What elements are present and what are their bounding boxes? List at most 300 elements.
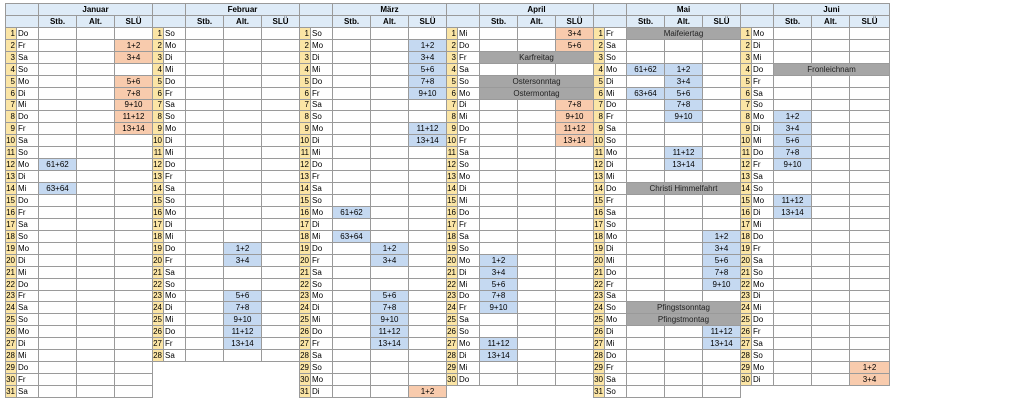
schedule-cell-slu[interactable]: [850, 290, 890, 302]
schedule-cell-alt[interactable]: 5+6: [224, 290, 262, 302]
schedule-cell-slu[interactable]: [850, 75, 890, 87]
schedule-cell-stb[interactable]: 1+2: [774, 111, 812, 123]
schedule-cell-stb[interactable]: 13+14: [774, 206, 812, 218]
schedule-cell-alt[interactable]: [77, 290, 115, 302]
schedule-cell-alt[interactable]: [812, 51, 850, 63]
schedule-cell-stb[interactable]: [627, 75, 665, 87]
schedule-cell-slu[interactable]: [850, 326, 890, 338]
schedule-cell-alt[interactable]: [224, 39, 262, 51]
schedule-cell-stb[interactable]: [39, 302, 77, 314]
schedule-cell-slu[interactable]: [703, 195, 741, 207]
schedule-cell-alt[interactable]: [518, 230, 556, 242]
schedule-cell-slu[interactable]: [703, 75, 741, 87]
schedule-cell-stb[interactable]: [480, 171, 518, 183]
schedule-cell-stb[interactable]: [186, 135, 224, 147]
schedule-cell-slu[interactable]: [556, 218, 594, 230]
schedule-cell-slu[interactable]: [409, 278, 447, 290]
schedule-cell-alt[interactable]: [518, 195, 556, 207]
schedule-cell-slu[interactable]: [262, 195, 300, 207]
schedule-cell-slu[interactable]: [262, 242, 300, 254]
schedule-cell-slu[interactable]: [262, 183, 300, 195]
schedule-cell-slu[interactable]: 7+8: [115, 87, 153, 99]
schedule-cell-alt[interactable]: [518, 27, 556, 39]
schedule-cell-stb[interactable]: [627, 135, 665, 147]
schedule-cell-alt[interactable]: [518, 338, 556, 350]
schedule-cell-alt[interactable]: 1+2: [371, 242, 409, 254]
schedule-cell-slu[interactable]: 5+6: [556, 39, 594, 51]
schedule-cell-slu[interactable]: [850, 135, 890, 147]
schedule-cell-slu[interactable]: 9+10: [556, 111, 594, 123]
schedule-cell-stb[interactable]: [186, 338, 224, 350]
schedule-cell-alt[interactable]: [371, 230, 409, 242]
schedule-cell-stb[interactable]: [627, 254, 665, 266]
schedule-cell-alt[interactable]: [518, 63, 556, 75]
schedule-cell-slu[interactable]: [262, 171, 300, 183]
schedule-cell-alt[interactable]: [665, 374, 703, 386]
schedule-cell-stb[interactable]: [186, 111, 224, 123]
schedule-cell-slu[interactable]: [115, 314, 153, 326]
schedule-cell-alt[interactable]: [224, 218, 262, 230]
schedule-cell-slu[interactable]: [850, 230, 890, 242]
schedule-cell-slu[interactable]: 11+12: [409, 123, 447, 135]
schedule-cell-alt[interactable]: [518, 123, 556, 135]
schedule-cell-stb[interactable]: [39, 147, 77, 159]
schedule-cell-stb[interactable]: [333, 27, 371, 39]
schedule-cell-stb[interactable]: [480, 362, 518, 374]
schedule-cell-alt[interactable]: [812, 302, 850, 314]
schedule-cell-alt[interactable]: [371, 39, 409, 51]
schedule-cell-stb[interactable]: [480, 123, 518, 135]
schedule-cell-slu[interactable]: [115, 242, 153, 254]
schedule-cell-stb[interactable]: [186, 350, 224, 362]
schedule-cell-slu[interactable]: [703, 51, 741, 63]
schedule-cell-alt[interactable]: [224, 111, 262, 123]
schedule-cell-slu[interactable]: [850, 171, 890, 183]
schedule-cell-stb[interactable]: 1+2: [480, 254, 518, 266]
schedule-cell-alt[interactable]: [77, 51, 115, 63]
schedule-cell-stb[interactable]: [627, 39, 665, 51]
schedule-cell-slu[interactable]: [115, 159, 153, 171]
schedule-cell-alt[interactable]: [77, 171, 115, 183]
schedule-cell-alt[interactable]: [812, 362, 850, 374]
schedule-cell-stb[interactable]: [39, 171, 77, 183]
schedule-cell-alt[interactable]: [371, 386, 409, 398]
schedule-cell-alt[interactable]: [518, 302, 556, 314]
schedule-cell-alt[interactable]: [371, 278, 409, 290]
schedule-cell-alt[interactable]: [371, 63, 409, 75]
schedule-cell-stb[interactable]: [774, 75, 812, 87]
schedule-cell-stb[interactable]: [333, 183, 371, 195]
schedule-cell-slu[interactable]: [262, 290, 300, 302]
schedule-cell-slu[interactable]: [115, 230, 153, 242]
schedule-cell-alt[interactable]: [371, 350, 409, 362]
schedule-cell-slu[interactable]: [850, 314, 890, 326]
schedule-cell-slu[interactable]: 11+12: [556, 123, 594, 135]
schedule-cell-slu[interactable]: [556, 338, 594, 350]
schedule-cell-slu[interactable]: [262, 254, 300, 266]
schedule-cell-alt[interactable]: [77, 123, 115, 135]
schedule-cell-slu[interactable]: [262, 338, 300, 350]
schedule-cell-alt[interactable]: [224, 63, 262, 75]
schedule-cell-slu[interactable]: [262, 111, 300, 123]
schedule-cell-stb[interactable]: [39, 39, 77, 51]
schedule-cell-slu[interactable]: [850, 147, 890, 159]
schedule-cell-stb[interactable]: [480, 183, 518, 195]
schedule-cell-alt[interactable]: [77, 278, 115, 290]
schedule-cell-slu[interactable]: 13+14: [703, 338, 741, 350]
schedule-cell-slu[interactable]: [850, 266, 890, 278]
schedule-cell-slu[interactable]: [850, 39, 890, 51]
schedule-cell-slu[interactable]: [703, 123, 741, 135]
schedule-cell-stb[interactable]: [627, 374, 665, 386]
schedule-cell-stb[interactable]: 3+4: [480, 266, 518, 278]
schedule-cell-slu[interactable]: [115, 386, 153, 398]
schedule-cell-alt[interactable]: [77, 27, 115, 39]
schedule-cell-stb[interactable]: [774, 171, 812, 183]
schedule-cell-slu[interactable]: [850, 195, 890, 207]
schedule-cell-slu[interactable]: [556, 302, 594, 314]
schedule-cell-stb[interactable]: [774, 87, 812, 99]
schedule-cell-stb[interactable]: [39, 99, 77, 111]
schedule-cell-alt[interactable]: [518, 314, 556, 326]
schedule-cell-alt[interactable]: [665, 39, 703, 51]
schedule-cell-stb[interactable]: [774, 314, 812, 326]
schedule-cell-slu[interactable]: [850, 87, 890, 99]
schedule-cell-alt[interactable]: [812, 206, 850, 218]
schedule-cell-alt[interactable]: [518, 254, 556, 266]
schedule-cell-alt[interactable]: [812, 171, 850, 183]
schedule-cell-alt[interactable]: [518, 362, 556, 374]
schedule-cell-alt[interactable]: [518, 278, 556, 290]
schedule-cell-slu[interactable]: [850, 111, 890, 123]
schedule-cell-slu[interactable]: [703, 386, 741, 398]
schedule-cell-alt[interactable]: [812, 27, 850, 39]
schedule-cell-slu[interactable]: [115, 302, 153, 314]
schedule-cell-alt[interactable]: [77, 206, 115, 218]
schedule-cell-alt[interactable]: [77, 230, 115, 242]
schedule-cell-slu[interactable]: [556, 206, 594, 218]
schedule-cell-alt[interactable]: [812, 39, 850, 51]
schedule-cell-stb[interactable]: [333, 171, 371, 183]
schedule-cell-alt[interactable]: 5+6: [371, 290, 409, 302]
schedule-cell-alt[interactable]: [665, 51, 703, 63]
schedule-cell-stb[interactable]: [333, 254, 371, 266]
schedule-cell-stb[interactable]: [186, 99, 224, 111]
schedule-cell-alt[interactable]: [812, 159, 850, 171]
schedule-cell-alt[interactable]: 9+10: [224, 314, 262, 326]
schedule-cell-stb[interactable]: [774, 326, 812, 338]
schedule-cell-slu[interactable]: [409, 254, 447, 266]
schedule-cell-slu[interactable]: 3+4: [409, 51, 447, 63]
schedule-cell-alt[interactable]: [77, 338, 115, 350]
schedule-cell-alt[interactable]: [665, 254, 703, 266]
schedule-cell-stb[interactable]: [333, 159, 371, 171]
schedule-cell-alt[interactable]: [812, 230, 850, 242]
schedule-cell-stb[interactable]: [774, 51, 812, 63]
schedule-cell-stb[interactable]: [186, 278, 224, 290]
schedule-cell-stb[interactable]: [39, 290, 77, 302]
schedule-cell-alt[interactable]: [371, 206, 409, 218]
schedule-cell-stb[interactable]: [39, 135, 77, 147]
schedule-cell-stb[interactable]: [186, 242, 224, 254]
schedule-cell-stb[interactable]: [186, 87, 224, 99]
schedule-cell-stb[interactable]: 63+64: [333, 230, 371, 242]
schedule-cell-alt[interactable]: 1+2: [665, 63, 703, 75]
schedule-cell-alt[interactable]: [371, 27, 409, 39]
schedule-cell-slu[interactable]: 13+14: [115, 123, 153, 135]
schedule-cell-slu[interactable]: 1+2: [409, 386, 447, 398]
schedule-cell-alt[interactable]: [224, 195, 262, 207]
schedule-cell-stb[interactable]: [39, 230, 77, 242]
schedule-cell-alt[interactable]: [77, 75, 115, 87]
schedule-cell-stb[interactable]: [186, 314, 224, 326]
schedule-cell-slu[interactable]: [115, 338, 153, 350]
schedule-cell-slu[interactable]: [556, 254, 594, 266]
schedule-cell-slu[interactable]: [262, 123, 300, 135]
schedule-cell-alt[interactable]: [224, 159, 262, 171]
schedule-cell-alt[interactable]: [77, 111, 115, 123]
schedule-cell-slu[interactable]: 3+4: [850, 374, 890, 386]
schedule-cell-slu[interactable]: [850, 218, 890, 230]
schedule-cell-stb[interactable]: [627, 111, 665, 123]
schedule-cell-stb[interactable]: 61+62: [39, 159, 77, 171]
schedule-cell-alt[interactable]: 13+14: [665, 159, 703, 171]
schedule-cell-alt[interactable]: [665, 218, 703, 230]
schedule-cell-stb[interactable]: [39, 87, 77, 99]
schedule-cell-slu[interactable]: [556, 314, 594, 326]
schedule-cell-stb[interactable]: 5+6: [480, 278, 518, 290]
schedule-cell-alt[interactable]: [371, 195, 409, 207]
schedule-cell-slu[interactable]: [262, 99, 300, 111]
schedule-cell-slu[interactable]: [115, 362, 153, 374]
schedule-cell-slu[interactable]: [556, 326, 594, 338]
schedule-cell-stb[interactable]: [333, 123, 371, 135]
schedule-cell-stb[interactable]: 63+64: [627, 87, 665, 99]
schedule-cell-stb[interactable]: [39, 51, 77, 63]
schedule-cell-alt[interactable]: [812, 314, 850, 326]
schedule-cell-stb[interactable]: [333, 242, 371, 254]
schedule-cell-slu[interactable]: [262, 218, 300, 230]
schedule-cell-alt[interactable]: [224, 87, 262, 99]
schedule-cell-alt[interactable]: [812, 374, 850, 386]
schedule-cell-slu[interactable]: [409, 27, 447, 39]
schedule-cell-stb[interactable]: [774, 350, 812, 362]
schedule-cell-slu[interactable]: [703, 111, 741, 123]
schedule-cell-alt[interactable]: [665, 242, 703, 254]
schedule-cell-stb[interactable]: [186, 183, 224, 195]
schedule-cell-stb[interactable]: [333, 314, 371, 326]
schedule-cell-stb[interactable]: [480, 326, 518, 338]
schedule-cell-alt[interactable]: [224, 230, 262, 242]
schedule-cell-slu[interactable]: [409, 195, 447, 207]
schedule-cell-stb[interactable]: [333, 51, 371, 63]
schedule-cell-alt[interactable]: 1+2: [224, 242, 262, 254]
schedule-cell-slu[interactable]: [556, 147, 594, 159]
schedule-cell-stb[interactable]: [333, 63, 371, 75]
schedule-cell-slu[interactable]: [556, 350, 594, 362]
schedule-cell-slu[interactable]: [115, 27, 153, 39]
schedule-cell-stb[interactable]: [39, 123, 77, 135]
schedule-cell-slu[interactable]: [115, 350, 153, 362]
schedule-cell-stb[interactable]: [186, 75, 224, 87]
schedule-cell-alt[interactable]: [812, 123, 850, 135]
schedule-cell-alt[interactable]: [518, 206, 556, 218]
schedule-cell-slu[interactable]: [409, 111, 447, 123]
schedule-cell-stb[interactable]: 9+10: [774, 159, 812, 171]
schedule-cell-stb[interactable]: [39, 195, 77, 207]
schedule-cell-alt[interactable]: [812, 278, 850, 290]
schedule-cell-alt[interactable]: [518, 374, 556, 386]
schedule-cell-slu[interactable]: 7+8: [556, 99, 594, 111]
schedule-cell-slu[interactable]: [850, 338, 890, 350]
schedule-cell-alt[interactable]: [371, 266, 409, 278]
schedule-cell-stb[interactable]: [39, 218, 77, 230]
schedule-cell-stb[interactable]: [39, 206, 77, 218]
schedule-cell-alt[interactable]: [77, 374, 115, 386]
schedule-cell-stb[interactable]: 9+10: [480, 302, 518, 314]
schedule-cell-slu[interactable]: [850, 302, 890, 314]
schedule-cell-slu[interactable]: [703, 63, 741, 75]
schedule-cell-slu[interactable]: [262, 350, 300, 362]
schedule-cell-alt[interactable]: [665, 206, 703, 218]
schedule-cell-stb[interactable]: [39, 386, 77, 398]
schedule-cell-stb[interactable]: [186, 171, 224, 183]
schedule-cell-stb[interactable]: [774, 242, 812, 254]
schedule-cell-alt[interactable]: [77, 135, 115, 147]
schedule-cell-stb[interactable]: [774, 99, 812, 111]
schedule-cell-slu[interactable]: [262, 159, 300, 171]
schedule-cell-stb[interactable]: [39, 63, 77, 75]
schedule-cell-alt[interactable]: [812, 326, 850, 338]
schedule-cell-stb[interactable]: [186, 51, 224, 63]
schedule-cell-alt[interactable]: [518, 159, 556, 171]
schedule-cell-alt[interactable]: [665, 326, 703, 338]
schedule-cell-slu[interactable]: [115, 266, 153, 278]
schedule-cell-alt[interactable]: [77, 266, 115, 278]
schedule-cell-stb[interactable]: [480, 206, 518, 218]
schedule-cell-slu[interactable]: [850, 278, 890, 290]
schedule-cell-alt[interactable]: [518, 350, 556, 362]
schedule-cell-alt[interactable]: [224, 123, 262, 135]
schedule-cell-alt[interactable]: [224, 135, 262, 147]
schedule-cell-stb[interactable]: [774, 302, 812, 314]
schedule-cell-alt[interactable]: [371, 374, 409, 386]
schedule-cell-stb[interactable]: [627, 206, 665, 218]
schedule-cell-alt[interactable]: [224, 206, 262, 218]
schedule-cell-stb[interactable]: [480, 99, 518, 111]
schedule-cell-stb[interactable]: [774, 230, 812, 242]
schedule-cell-alt[interactable]: [77, 99, 115, 111]
schedule-cell-stb[interactable]: [186, 254, 224, 266]
schedule-cell-stb[interactable]: [186, 290, 224, 302]
schedule-cell-slu[interactable]: [850, 123, 890, 135]
schedule-cell-stb[interactable]: [186, 302, 224, 314]
schedule-cell-slu[interactable]: 9+10: [703, 278, 741, 290]
schedule-cell-stb[interactable]: [774, 183, 812, 195]
schedule-cell-stb[interactable]: [186, 230, 224, 242]
schedule-cell-alt[interactable]: 9+10: [665, 111, 703, 123]
schedule-cell-stb[interactable]: [333, 326, 371, 338]
schedule-cell-slu[interactable]: [850, 183, 890, 195]
schedule-cell-stb[interactable]: [186, 218, 224, 230]
schedule-cell-stb[interactable]: [774, 266, 812, 278]
schedule-cell-stb[interactable]: [774, 374, 812, 386]
schedule-cell-slu[interactable]: [850, 206, 890, 218]
schedule-cell-stb[interactable]: [333, 290, 371, 302]
schedule-cell-stb[interactable]: [39, 314, 77, 326]
schedule-cell-stb[interactable]: [627, 242, 665, 254]
schedule-cell-slu[interactable]: [262, 302, 300, 314]
schedule-cell-alt[interactable]: 5+6: [665, 87, 703, 99]
schedule-cell-stb[interactable]: [774, 290, 812, 302]
schedule-cell-stb[interactable]: [774, 278, 812, 290]
schedule-cell-alt[interactable]: [371, 51, 409, 63]
schedule-cell-alt[interactable]: [812, 242, 850, 254]
schedule-cell-stb[interactable]: [333, 386, 371, 398]
schedule-cell-slu[interactable]: [703, 362, 741, 374]
schedule-cell-alt[interactable]: [77, 362, 115, 374]
schedule-cell-slu[interactable]: [409, 290, 447, 302]
schedule-cell-slu[interactable]: [850, 159, 890, 171]
schedule-cell-slu[interactable]: [556, 183, 594, 195]
schedule-cell-stb[interactable]: 11+12: [774, 195, 812, 207]
schedule-cell-slu[interactable]: [703, 350, 741, 362]
schedule-cell-stb[interactable]: [774, 254, 812, 266]
schedule-cell-stb[interactable]: [627, 195, 665, 207]
schedule-cell-alt[interactable]: [224, 266, 262, 278]
schedule-cell-alt[interactable]: [812, 75, 850, 87]
schedule-cell-stb[interactable]: [186, 27, 224, 39]
schedule-cell-stb[interactable]: [627, 99, 665, 111]
schedule-cell-slu[interactable]: 5+6: [409, 63, 447, 75]
schedule-cell-alt[interactable]: [77, 63, 115, 75]
schedule-cell-alt[interactable]: [77, 147, 115, 159]
schedule-cell-stb[interactable]: [333, 147, 371, 159]
schedule-cell-stb[interactable]: [39, 362, 77, 374]
schedule-cell-alt[interactable]: [77, 183, 115, 195]
schedule-cell-slu[interactable]: [850, 99, 890, 111]
schedule-cell-slu[interactable]: [262, 206, 300, 218]
schedule-cell-alt[interactable]: [812, 266, 850, 278]
schedule-cell-alt[interactable]: [77, 218, 115, 230]
schedule-cell-alt[interactable]: [371, 171, 409, 183]
schedule-cell-slu[interactable]: [262, 314, 300, 326]
schedule-cell-alt[interactable]: [812, 147, 850, 159]
schedule-cell-slu[interactable]: [409, 230, 447, 242]
schedule-cell-alt[interactable]: [518, 135, 556, 147]
schedule-cell-stb[interactable]: 11+12: [480, 338, 518, 350]
schedule-cell-stb[interactable]: 5+6: [774, 135, 812, 147]
schedule-cell-alt[interactable]: 3+4: [224, 254, 262, 266]
schedule-cell-stb[interactable]: [333, 338, 371, 350]
schedule-cell-alt[interactable]: [77, 159, 115, 171]
schedule-cell-slu[interactable]: [115, 290, 153, 302]
schedule-cell-slu[interactable]: [409, 338, 447, 350]
schedule-cell-slu[interactable]: [409, 218, 447, 230]
schedule-cell-slu[interactable]: [115, 254, 153, 266]
schedule-cell-slu[interactable]: [556, 374, 594, 386]
schedule-cell-slu[interactable]: 9+10: [115, 99, 153, 111]
schedule-cell-slu[interactable]: 1+2: [850, 362, 890, 374]
schedule-cell-alt[interactable]: [371, 99, 409, 111]
schedule-cell-slu[interactable]: [850, 51, 890, 63]
schedule-cell-alt[interactable]: 3+4: [371, 254, 409, 266]
schedule-cell-alt[interactable]: [77, 195, 115, 207]
schedule-cell-stb[interactable]: [39, 338, 77, 350]
schedule-cell-alt[interactable]: [665, 386, 703, 398]
schedule-cell-stb[interactable]: 7+8: [774, 147, 812, 159]
schedule-cell-slu[interactable]: [703, 218, 741, 230]
